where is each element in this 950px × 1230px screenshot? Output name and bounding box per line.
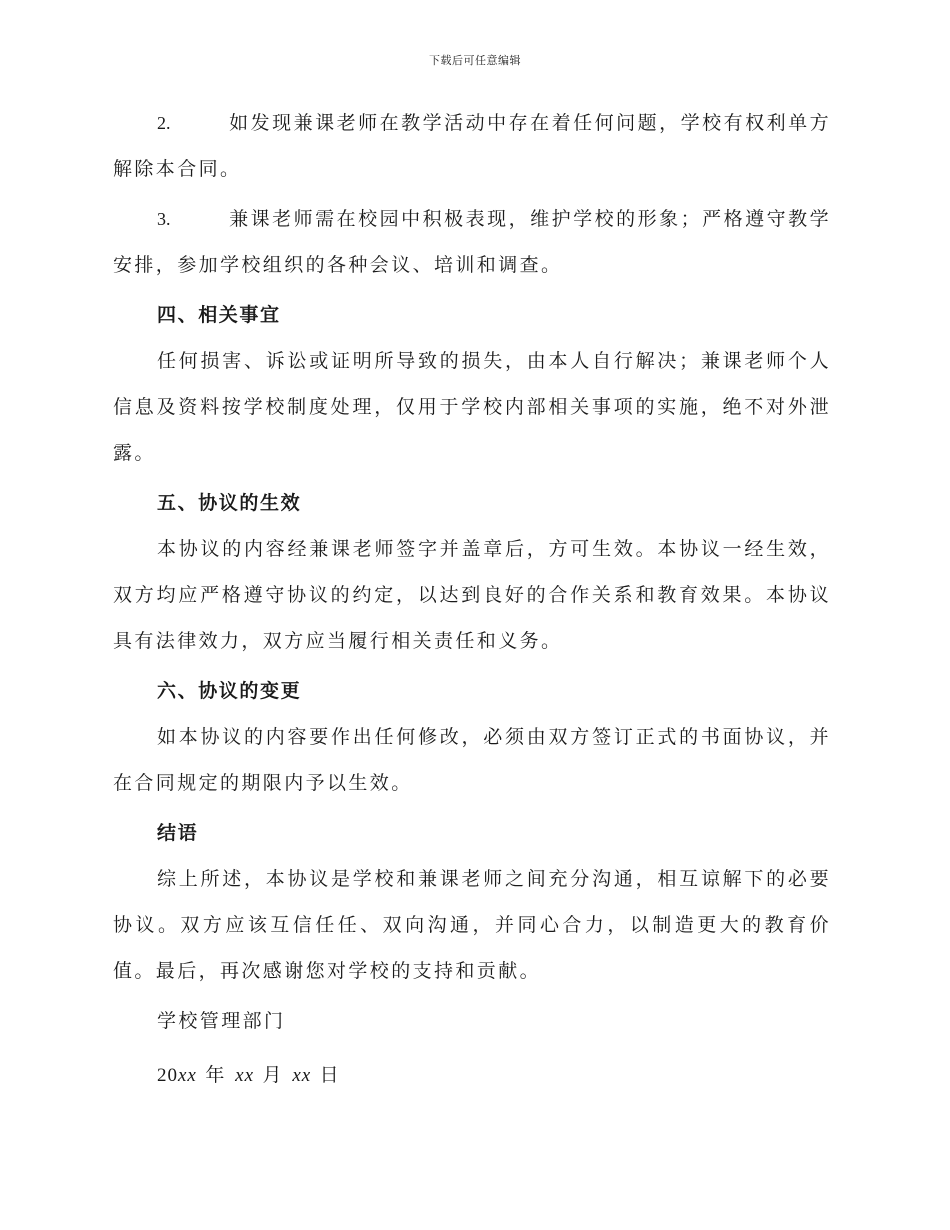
date-month-placeholder: xx [235, 1065, 255, 1086]
page-header: 下载后可任意编辑 [429, 54, 521, 67]
section-heading-amendment: 六、协议的变更 [157, 680, 302, 702]
date-year-prefix: 20 [157, 1065, 178, 1086]
section-body-amendment: 如本协议的内容要作出任何修改，必须由双方签订正式的书面协议，并在合同规定的期限内予以生效。 [113, 726, 831, 794]
section-heading-conclusion: 结语 [157, 822, 199, 844]
section-body-related-matters: 任何损害、诉讼或证明所导致的损失，由本人自行解决；兼课老师个人信息及资料按学校制度处理，仅用于学校内部相关事项的实施，绝不对外泄露。 [113, 350, 831, 464]
section-body-effectiveness: 本协议的内容经兼课老师签字并盖章后，方可生效。本协议一经生效，双方均应严格遵守协议的约定，以达到良好的合作关系和教育效果。本协议具有法律效力，双方应当履行相关责任和义务。 [113, 538, 831, 652]
section-heading-effectiveness: 五、协议的生效 [157, 492, 302, 514]
clause-item-2 [113, 100, 831, 192]
clause-number: 2. [157, 113, 171, 133]
signature-department: 学校管理部门 [157, 1010, 286, 1032]
document-body [113, 100, 831, 1099]
date-year-unit: 年 [196, 1064, 236, 1086]
date-year-placeholder: xx [178, 1065, 197, 1086]
date-month-unit: 月 [254, 1064, 293, 1086]
clause-item-3 [113, 196, 831, 288]
clause-text: 兼课老师需在校园中积极表现，维护学校的形象；严格遵守教学安排，参加学校组织的各种会议、培训和调查。 [113, 208, 831, 276]
date-day-placeholder: xx [292, 1065, 312, 1086]
signature-date [113, 1052, 831, 1099]
clause-number: 3. [157, 209, 171, 229]
section-heading-related-matters: 四、相关事宜 [157, 304, 281, 326]
clause-text: 如发现兼课老师在教学活动中存在着任何问题，学校有权利单方解除本合同。 [113, 112, 831, 180]
date-day-unit: 日 [311, 1064, 342, 1086]
section-body-conclusion: 综上所述，本协议是学校和兼课老师之间充分沟通，相互谅解下的必要协议。双方应该互信任任、双向沟通，并同心合力，以制造更大的教育价值。最后，再次感谢您对学校的支持和贡献。 [113, 868, 831, 982]
